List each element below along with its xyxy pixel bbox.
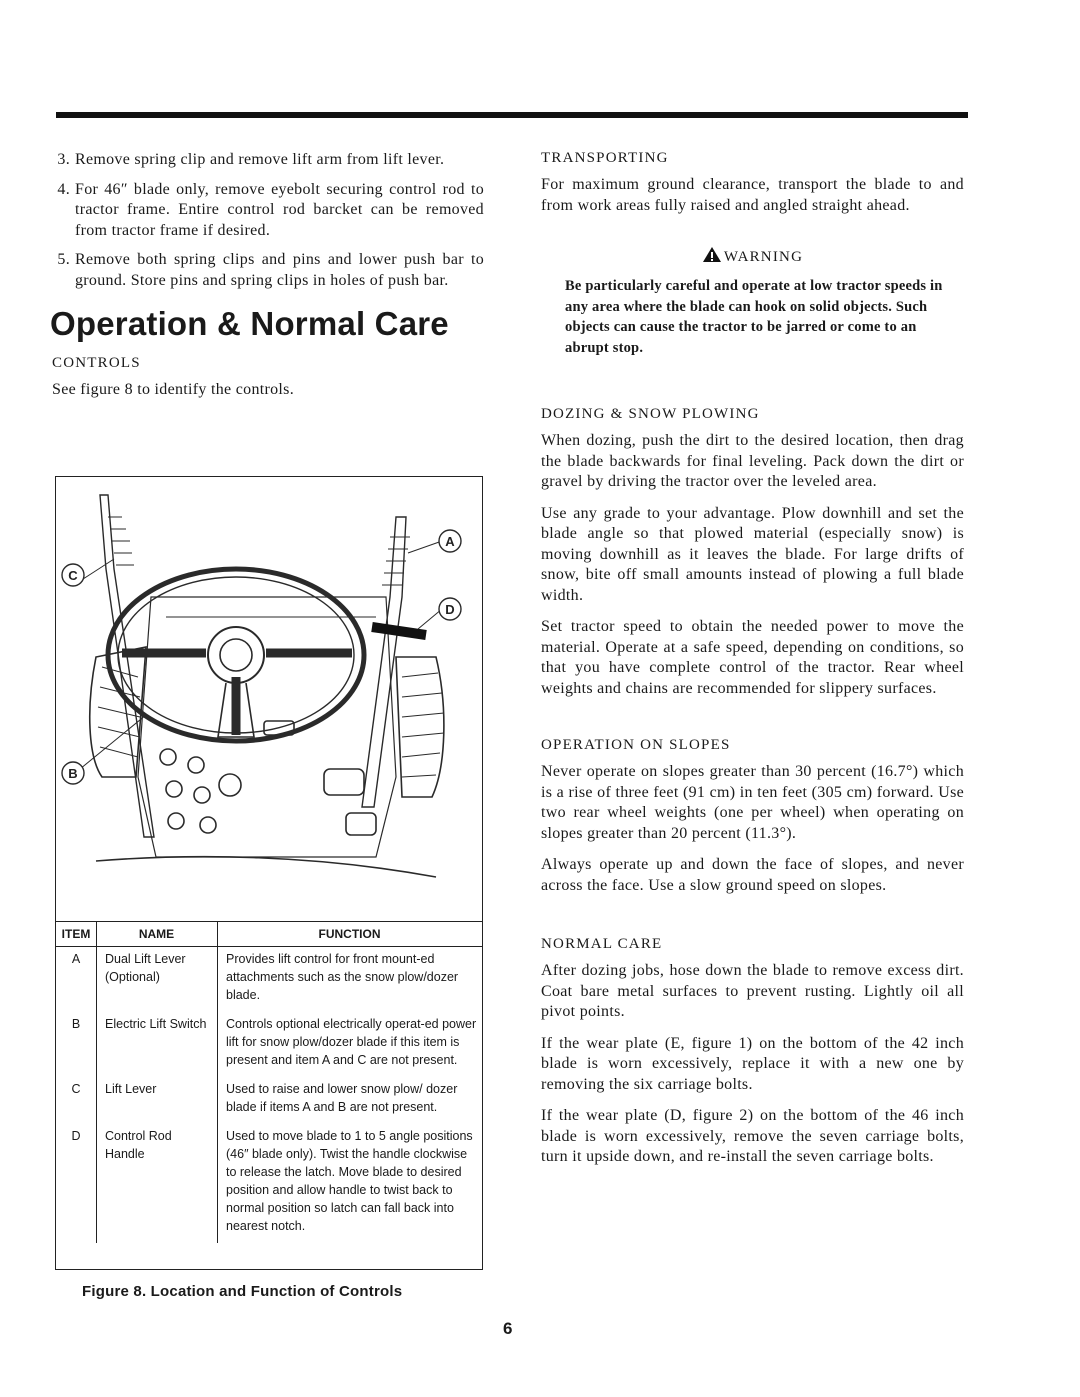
controls-table: [56, 921, 482, 1243]
cell-function: Provides lift control for front mount-ed attachments such as the snow plow/dozer blade.: [226, 952, 459, 1002]
cell-function: Used to raise and lower snow plow/ dozer blade if items A and B are not present.: [226, 1082, 458, 1114]
cell-function: Used to move blade to 1 to 5 angle positions (46″ blade only). Twist the handle clockwise to release the latch. Move blade to desired position and allow handle to twist back to normal position so latch can fall back into nearest notch.: [226, 1129, 473, 1233]
dozing-paragraph-2: Use any grade to your advantage. Plow downhill and set the blade angle so that plowed material (especially snow) is moving downhill as it leaves the blade. For large drifts of snow, bite off small amounts instead of plowing a full blade width.: [541, 504, 964, 604]
header-name: NAME: [97, 922, 218, 947]
dozing-heading: DOZING & SNOW PLOWING: [541, 406, 760, 422]
table-row: [56, 947, 482, 1013]
header-function: FUNCTION: [218, 922, 483, 947]
step-text: Remove spring clip and remove lift arm from lift lever.: [75, 151, 445, 168]
controls-heading: CONTROLS: [52, 355, 141, 371]
slopes-heading: OPERATION ON SLOPES: [541, 737, 731, 753]
transporting-text: For maximum ground clearance, transport the blade to and from work areas fully raised and angled straight ahead.: [541, 176, 964, 214]
left-column: [52, 150, 484, 412]
normal-care-heading: NORMAL CARE: [541, 936, 663, 952]
tractor-controls-illustration: [56, 477, 482, 921]
table-header-row: [56, 922, 482, 947]
list-item: [52, 180, 484, 242]
list-item: [52, 150, 484, 171]
cell-name: Control Rod Handle: [97, 1124, 218, 1243]
right-column: [541, 150, 964, 1179]
warning-heading: [541, 246, 964, 266]
warning-label: WARNING: [723, 249, 804, 265]
figure-8: [55, 476, 483, 1270]
care-paragraph-2: If the wear plate (E, figure 1) on the bottom of the 42 inch blade is worn excessively, replace it with a new one by removing the six carriage bolts.: [541, 1034, 964, 1093]
callout-label-c: C: [68, 568, 78, 583]
callout-label-a: A: [445, 534, 455, 549]
header-item: ITEM: [56, 922, 97, 947]
cell-item: D: [56, 1124, 97, 1243]
dozing-paragraph-1: When dozing, push the dirt to the desired location, then drag the blade backwards for final leveling. Pack down the dirt or gravel by driving the tractor over the leveled area.: [541, 432, 964, 490]
cell-item: C: [56, 1077, 97, 1124]
cell-name: Lift Lever: [97, 1077, 218, 1124]
transporting-heading: TRANSPORTING: [541, 150, 669, 166]
page-title: Operation & Normal Care: [50, 305, 449, 342]
step-number: 4.: [57, 180, 70, 198]
list-item: [52, 250, 484, 291]
step-number: 3.: [57, 151, 70, 168]
table-row: [56, 1012, 482, 1077]
step-number: 5.: [57, 251, 70, 268]
slopes-paragraph-1: Never operate on slopes greater than 30 percent (16.7°) which is a rise of three feet (91 cm) in ten feet (305 cm) forward. Use two rear wheel weights (one per wheel) when operating on slopes greater than 20 percent (11.3°).: [541, 763, 964, 842]
step-text: Remove both spring clips and pins and lower push bar to ground. Store pins and spring clips in holes of push bar.: [75, 251, 484, 289]
care-paragraph-1: After dozing jobs, hose down the blade to remove excess dirt. Coat bare metal surfaces to prevent rusting. Lightly oil all pivot points.: [541, 962, 964, 1020]
dozing-paragraph-3: Set tractor speed to obtain the needed power to move the material. Operate at a safe speed, depending on conditions, so that you have complete control of the tractor. Rear wheel weights and chains are recommended for slippery surfaces.: [541, 618, 964, 697]
cell-name: Dual Lift Lever (Optional): [97, 947, 218, 1013]
callout-label-b: B: [68, 766, 78, 781]
cell-item: A: [56, 947, 97, 1013]
table-row: [56, 1124, 482, 1243]
cell-name: Electric Lift Switch: [97, 1012, 218, 1077]
table-row: [56, 1077, 482, 1124]
steps-list: [52, 150, 484, 291]
cell-item: B: [56, 1012, 97, 1077]
callout-label-d: D: [445, 602, 455, 617]
warning-text: Be particularly careful and operate at low tractor speeds in any area where the blade can hook on solid objects. Such objects can cause the tractor to be jarred or come to an abrupt stop.: [565, 278, 943, 356]
slopes-paragraph-2: Always operate up and down the face of slopes, and never across the face. Use a slow ground speed on slopes.: [541, 856, 964, 894]
figure-caption: Figure 8. Location and Function of Controls: [82, 1283, 403, 1300]
warning-triangle-icon: [702, 246, 722, 263]
page-number: 6: [503, 1319, 513, 1338]
top-rule: [56, 112, 968, 118]
controls-text: See figure 8 to identify the controls.: [52, 381, 295, 398]
step-text: For 46″ blade only, remove eyebolt securing control rod to tractor frame. Entire control rod barcket can be removed from tractor frame if desired.: [75, 180, 484, 239]
care-paragraph-3: If the wear plate (D, figure 2) on the bottom of the 46 inch blade is worn excessively, remove the seven carriage bolts, turn it upside down, and re-install the seven carriage bolts.: [541, 1107, 964, 1165]
cell-function: Controls optional electrically operat-ed power lift for snow plow/dozer blade if this item is present and item A and C are not present.: [226, 1017, 477, 1067]
